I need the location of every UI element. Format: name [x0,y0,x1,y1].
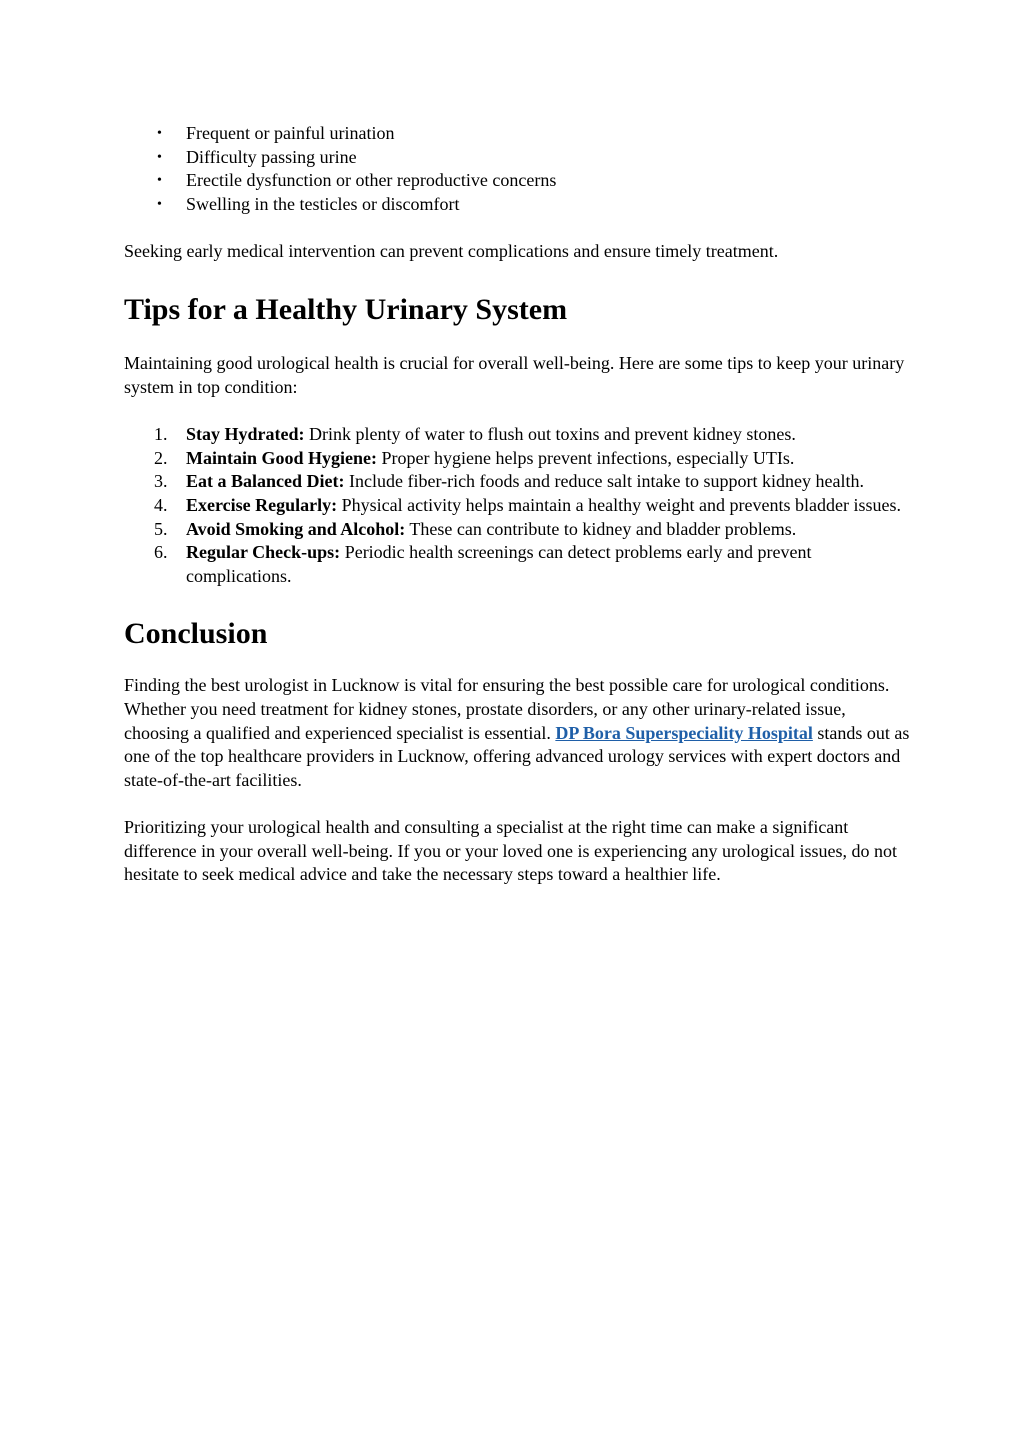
list-item [124,169,914,193]
list-number: 1. [154,424,168,445]
bullet-icon: • [157,173,162,189]
tips-list [124,423,914,588]
symptom-text: Erectile dysfunction or other reproductive concerns [186,170,557,191]
list-item [124,541,914,588]
symptom-text: Frequent or painful urination [186,123,395,143]
tip-title: Exercise Regularly: [186,494,338,515]
list-number: 6. [154,542,168,563]
conclusion-paragraph-2: Prioritizing your urological health and consulting a specialist at the right time can make a significant difference in your overall well-being. If you or your loved one is experiencing any urological issues, do not hesitate to seek medical advice and take the necessary steps toward a healthier life. [124,817,897,885]
conclusion-heading: Conclusion [124,617,268,651]
bullet-icon: • [157,196,162,212]
tip-text: Include fiber-rich foods and reduce salt intake to support kidney health. [344,471,864,492]
tip-title: Maintain Good Hygiene: [186,447,378,468]
hospital-link[interactable]: DP Bora Superspeciality Hospital [555,722,813,743]
list-number: 3. [154,471,168,492]
list-item [124,447,914,471]
symptom-text: Difficulty passing urine [186,146,357,167]
list-item [124,146,914,170]
tip-title: Stay Hydrated: [186,424,305,445]
tip-text: Drink plenty of water to flush out toxins and prevent kidney stones. [304,424,796,445]
list-item [124,494,914,518]
conclusion-paragraph-1 [124,674,914,792]
bullet-icon: • [157,149,162,165]
list-item [124,193,914,217]
list-item [124,518,914,542]
tip-title: Regular Check-ups: [186,542,341,563]
list-number: 4. [154,494,168,515]
bullet-icon: • [157,126,162,141]
early-intervention-paragraph: Seeking early medical intervention can prevent complications and ensure timely treatment. [124,241,779,262]
tips-heading: Tips for a Healthy Urinary System [124,292,568,326]
list-number: 2. [154,447,168,468]
conclusion-text-before-link: Finding the best urologist in Lucknow is vital for ensuring the best possible care for urological conditions. Whether you need treatment for kidney stones, prostate disorders, or any other urinary-related issue, choosing a qualified and experienced specialist is essential. [124,675,890,743]
list-number: 5. [154,518,168,539]
document-page [124,122,914,887]
tip-title: Avoid Smoking and Alcohol: [186,518,406,539]
tip-text: Periodic health screenings can detect problems early and prevent complications. [186,542,812,586]
tip-text: Proper hygiene helps prevent infections, especially UTIs. [377,447,795,468]
list-item [124,423,914,447]
symptom-list [124,122,914,216]
symptom-text: Swelling in the testicles or discomfort [186,193,460,214]
list-item [124,470,914,494]
tip-title: Eat a Balanced Diet: [186,471,345,492]
tip-text: These can contribute to kidney and bladder problems. [405,518,797,539]
conclusion-text-after-link: stands out as one of the top healthcare providers in Lucknow, offering advanced urology services with expert doctors and state-of-the-art facilities. [124,722,910,790]
tips-intro-paragraph: Maintaining good urological health is crucial for overall well-being. Here are some tips to keep your urinary system in top condition: [124,352,905,397]
list-item [124,122,914,146]
tip-text: Physical activity helps maintain a healthy weight and prevents bladder issues. [337,494,902,515]
